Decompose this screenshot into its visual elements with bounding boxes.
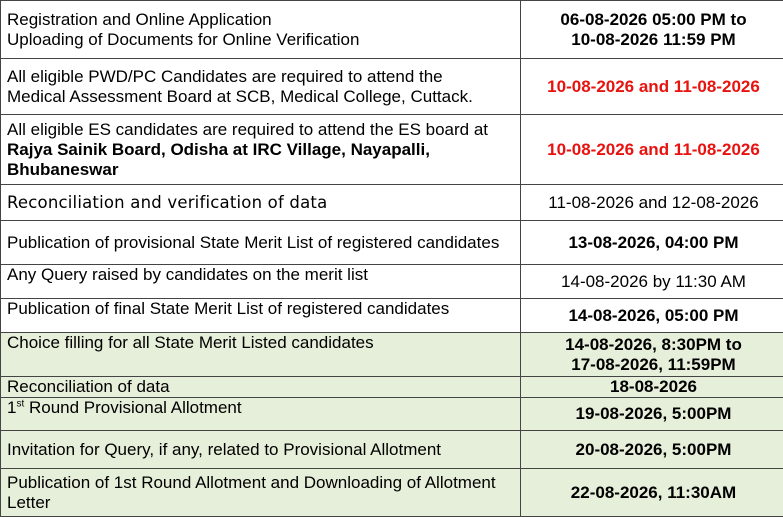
event-text: Any Query raised by candidates on the merit list [7, 265, 368, 284]
table-row [1, 431, 783, 469]
date-text: 10-08-2026 11:59 PM [571, 30, 735, 49]
date-cell [521, 1, 783, 59]
event-text: All eligible PWD/PC Candidates are required to attend the [7, 67, 443, 86]
date-cell [521, 431, 783, 469]
date-cell [521, 185, 783, 221]
date-cell [521, 469, 783, 517]
event-cell [1, 221, 521, 265]
date-cell [521, 115, 783, 185]
event-text: All eligible ES candidates are required to attend the ES board at [7, 120, 488, 139]
event-text: Publication of final State Merit List of registered candidates [7, 299, 449, 318]
date-cell [521, 398, 783, 431]
event-text: Medical Assessment Board at SCB, Medical College, Cuttack. [7, 87, 473, 106]
table-row [1, 398, 783, 431]
date-cell [521, 377, 783, 398]
date-text: 17-08-2026, 11:59PM [571, 355, 735, 374]
date-cell [521, 59, 783, 115]
event-text: Reconciliation of data [7, 377, 170, 396]
event-text: Publication of 1st Round Allotment and Downloading of Allotment Letter [7, 473, 496, 512]
event-cell [1, 59, 521, 115]
event-text: Uploading of Documents for Online Verification [7, 30, 359, 49]
event-cell [1, 265, 521, 299]
event-superscript: st [16, 398, 24, 409]
date-cell [521, 265, 783, 299]
event-text: Publication of provisional State Merit List of registered candidates [7, 233, 499, 252]
table-row [1, 469, 783, 517]
date-cell [521, 333, 783, 377]
event-cell [1, 115, 521, 185]
date-text: 14-08-2026, 8:30PM to [565, 335, 742, 354]
table-row [1, 59, 783, 115]
table-row [1, 377, 783, 398]
table-row [1, 333, 783, 377]
event-cell [1, 431, 521, 469]
date-text: 10-08-2026 and 11-08-2026 [547, 77, 760, 96]
date-text: 18-08-2026 [610, 377, 697, 396]
event-text: Round Provisional Allotment [24, 398, 241, 417]
event-text: Choice filling for all State Merit Listed candidates [7, 333, 374, 352]
event-cell [1, 299, 521, 333]
event-cell [1, 1, 521, 59]
table-row [1, 221, 783, 265]
event-cell [1, 185, 521, 221]
date-text: 11-08-2026 and 12-08-2026 [548, 193, 758, 212]
event-text: 1 [7, 398, 16, 417]
date-text: 20-08-2026, 5:00PM [576, 440, 732, 459]
event-cell [1, 469, 521, 517]
event-cell [1, 377, 521, 398]
event-cell [1, 333, 521, 377]
date-text: 13-08-2026, 04:00 PM [568, 233, 738, 252]
table-row [1, 185, 783, 221]
date-text: 14-08-2026, 05:00 PM [568, 306, 738, 325]
event-text: Registration and Online Application [7, 10, 272, 29]
event-cell [1, 398, 521, 431]
date-cell [521, 221, 783, 265]
event-text: Invitation for Query, if any, related to Provisional Allotment [7, 440, 441, 459]
date-text: 22-08-2026, 11:30AM [571, 483, 736, 502]
table-row [1, 265, 783, 299]
date-text: 10-08-2026 and 11-08-2026 [547, 140, 760, 159]
date-text: 19-08-2026, 5:00PM [576, 404, 732, 423]
date-cell [521, 299, 783, 333]
date-text: 14-08-2026 by 11:30 AM [561, 272, 746, 291]
table-row [1, 299, 783, 333]
event-bold-text: Rajya Sainik Board, Odisha at IRC Village, Nayapalli, Bhubaneswar [7, 140, 430, 179]
table-row [1, 115, 783, 185]
table-row [1, 1, 783, 59]
date-text: 06-08-2026 05:00 PM to [560, 10, 746, 29]
event-text: Reconciliation and verification of data [7, 193, 327, 212]
